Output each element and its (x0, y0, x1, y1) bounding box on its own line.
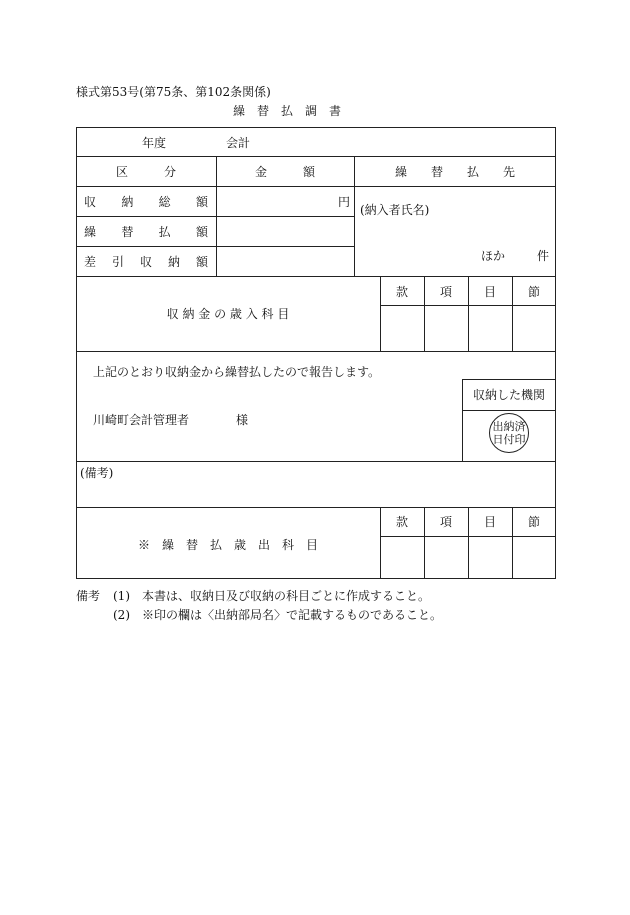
budget-detail-header: 節 (527, 515, 540, 529)
budget-section-header: 款 (395, 515, 408, 529)
row-divider (76, 156, 556, 157)
remarks-label: (備考) (80, 466, 114, 480)
report-text: 上記のとおり収納金から繰替払したので報告します。 (93, 365, 381, 379)
budget-item-header: 項 (439, 285, 452, 299)
substitute-payment-label: 繰 替 払 額 (84, 225, 208, 239)
net-received-label: 差 引 収 納 額 (84, 255, 208, 269)
budget-section-header: 款 (395, 285, 408, 299)
yen-unit: 円 (338, 195, 351, 209)
total-received-label: 収 納 総 額 (84, 195, 208, 209)
note-number: (1) (113, 589, 130, 603)
payee-header: 繰 替 払 先 (394, 165, 515, 179)
document-title: 繰 替 払 調 書 (233, 104, 342, 118)
row-divider (462, 379, 556, 380)
note-text: ※印の欄は〈出納部局名〉で記載するものであること。 (142, 608, 443, 622)
honorific: 様 (236, 413, 249, 427)
form-table (76, 127, 556, 579)
stamp-line-1: 出納済 (492, 419, 526, 433)
account-label: 会計 (226, 136, 251, 150)
revenue-account-label: 収 納 金 の 歳 入 科 目 (166, 307, 290, 321)
payment-date-stamp (489, 413, 529, 453)
row-divider (76, 216, 354, 217)
expenditure-account-label: ※ 繰 替 払 歳 出 科 目 (137, 538, 318, 552)
budget-subitem-header: 目 (483, 515, 496, 529)
budget-subitem-header: 目 (483, 285, 496, 299)
amount-header: 金 額 (254, 165, 315, 179)
fiscal-year-label: 年度 (142, 136, 167, 150)
notes-label: 備考 (76, 589, 101, 603)
row-divider (76, 246, 354, 247)
form-number: 様式第53号(第75条、第102条関係) (76, 85, 271, 99)
stamp-line-2: 日付印 (492, 433, 526, 446)
budget-detail-header: 節 (527, 285, 540, 299)
institution-label: 収納した機関 (472, 388, 545, 402)
row-divider (76, 351, 556, 352)
row-divider (76, 186, 556, 187)
note-number: (2) (113, 608, 130, 622)
row-divider (76, 507, 556, 508)
others-label: ほか (481, 249, 506, 263)
row-divider (462, 410, 556, 411)
category-header: 区 分 (115, 165, 176, 179)
budget-item-header: 項 (439, 515, 452, 529)
note-text: 本書は、収納日及び収納の科目ごとに作成すること。 (142, 589, 431, 603)
row-divider (76, 461, 556, 462)
recipient: 川崎町会計管理者 (93, 413, 190, 427)
count-unit: 件 (537, 249, 550, 263)
payer-name-label: (納入者氏名) (360, 203, 430, 217)
row-divider (76, 276, 556, 277)
